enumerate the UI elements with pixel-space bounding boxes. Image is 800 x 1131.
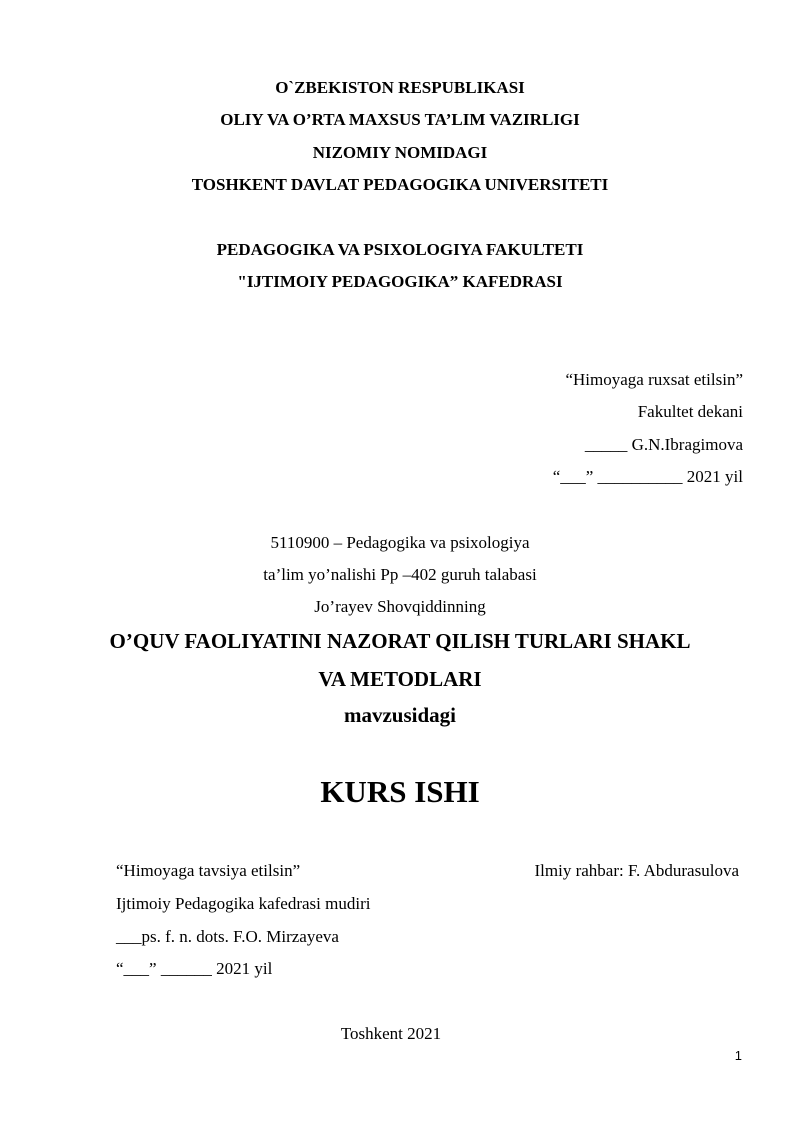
- header-faculty: PEDAGOGIKA VA PSIXOLOGIYA FAKULTETI: [216, 240, 584, 259]
- header-university: TOSHKENT DAVLAT PEDAGOGIKA UNIVERSITETI: [191, 175, 609, 194]
- page-number: 1: [734, 1048, 742, 1063]
- topic-line-1: O’QUV FAOLIYATINI NAZORAT QILISH TURLARI SHAKL: [109, 629, 691, 653]
- student-group: ta’lim yo’nalishi Pp –402 guruh talabasi: [263, 565, 537, 584]
- header-ministry: OLIY VA O’RTA MAXSUS TA’LIM VAZIRLIGI: [220, 110, 580, 129]
- approval-role: Fakultet dekani: [637, 402, 743, 421]
- header-department: "IJTIMOIY PEDAGOGIKA” KAFEDRASI: [237, 272, 563, 291]
- place-year: Toshkent 2021: [340, 1024, 442, 1043]
- recommendation-role: Ijtimoiy Pedagogika kafedrasi mudiri: [116, 894, 371, 913]
- recommendation-title: “Himoyaga tavsiya etilsin”: [116, 861, 301, 880]
- work-type-title: KURS ISHI: [320, 774, 480, 809]
- header-country: O`ZBEKISTON RESPUBLIKASI: [275, 78, 525, 97]
- topic-line-3: mavzusidagi: [343, 703, 456, 727]
- approval-title: “Himoyaga ruxsat etilsin”: [565, 370, 743, 389]
- recommendation-date: “___” ______ 2021 yil: [116, 959, 273, 978]
- recommendation-signature: ___ps. f. n. dots. F.O. Mirzayeva: [116, 927, 339, 946]
- student-name: Jo’rayev Shovqiddinning: [314, 597, 486, 616]
- student-program: 5110900 – Pedagogika va psixologiya: [270, 533, 530, 552]
- approval-signature: _____ G.N.Ibragimova: [584, 435, 743, 454]
- topic-line-2: VA METODLARI: [318, 667, 482, 691]
- approval-date: “___” __________ 2021 yil: [552, 467, 743, 486]
- header-named-after: NIZOMIY NOMIDAGI: [312, 143, 488, 162]
- advisor-name: Ilmiy rahbar: F. Abdurasulova: [534, 861, 739, 880]
